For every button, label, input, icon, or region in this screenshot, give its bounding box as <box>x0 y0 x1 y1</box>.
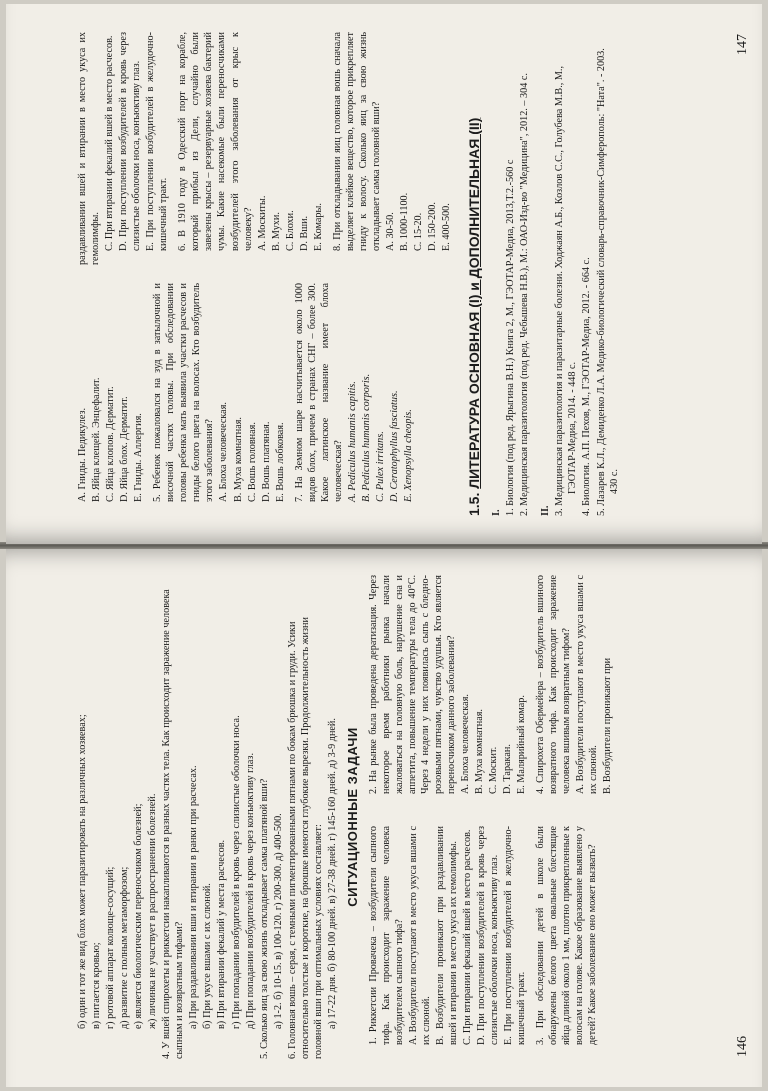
answer-option: C. 15-20. <box>413 212 425 251</box>
question-4 <box>160 575 256 1059</box>
answer-option: E. При поступлении возбудителей в желудочно-кишечный тракт. <box>502 826 528 1045</box>
section-number: 1.5. <box>466 492 483 516</box>
reference-item: 2. Медицинская паразитология (под ред. Чебышева Н.В.), М.: ОАО-Изд-во "Медицина", 2012. – 304 с. <box>519 73 531 516</box>
left-page <box>6 547 762 1087</box>
answer-list-top <box>76 575 159 1059</box>
task-text: 7. На Земном шаре насчитывается около 1000 видов блох, причем в странах СНГ – более 300. Какое латинское название имеет блоха человеческая? <box>293 283 344 502</box>
text-line: раздавливании вшей и втирании в место укуса их гемолимфы. <box>77 32 102 265</box>
two-column-tasks <box>76 32 454 516</box>
section-title-situational-tasks: СИТУАЦИОННЫЕ ЗАДАЧИ <box>344 727 360 907</box>
left-column <box>76 283 416 516</box>
question-text: 4. У вшей спирохеты и риккетсии накапливаются в разных частях тела. Как происходит заражение человека сыпным и возвратным тифами? <box>161 589 186 1059</box>
reference-item: 5. Лазарев К.Л., Демиденко Л.А. Медико-биологический словарь-справочник-Симферополь: "Ната". - 2003. 430 с. <box>595 48 620 516</box>
answer-option: в) При втирании фекалий у места расчесов. <box>216 839 228 1029</box>
answer-option: E. Xenopsylla cheopis. <box>403 409 415 502</box>
answer-option: B. Муха комнатная. <box>232 417 244 502</box>
answer-options-inline: а) 1-2. б) 10-15. в) 100-120. г) 200-300. д) 400-500. <box>272 813 284 1029</box>
answer-option: D. Таракан. <box>501 744 513 794</box>
task-text: 5. Ребенок пожаловался на зуд в затылочной и височной частях головы. При обследовании головы ребенка мать выявила участки расчесов и гниды белого цвета на волосах. Кто возбудитель этого заболевания? <box>152 283 216 502</box>
text-line: г) ротовой аппарат колюще-сосущий; <box>105 866 117 1029</box>
answer-option: D. При поступлении возбудителей в кровь через слизистые оболочки носа, конъюктиву глаз. <box>475 826 500 1045</box>
answer-option: B. Возбудители проникают при раздавливании вшей и втирании в место укуса их гемолимфы. <box>434 826 459 1045</box>
answer-option: C. При втирании фекалий вшей в место расчесов. <box>461 829 473 1045</box>
answer-option: E. Гниды. Аллергия. <box>133 413 145 502</box>
answer-option: E. Комары. <box>312 203 324 251</box>
right-page <box>6 4 762 544</box>
answer-option: B. Pediculus humanis corporis. <box>360 373 372 502</box>
answer-option: E. Малярийный комар. <box>516 695 528 794</box>
references-additional <box>539 32 620 516</box>
answer-option: B. Яйца клещей. Энцефалит. <box>91 377 103 502</box>
reference-item: 3. Медицинская паразитология и паразитарные болезни. Ходжаян А.Б., Козлов С.С., Голубева М.В., М., ГЭОТАР-Медиа, 2014. - 448 с. <box>554 65 579 516</box>
answer-option: D. Ceratophyllus fasciatus. <box>389 390 401 502</box>
right-column <box>367 575 616 808</box>
text-line: ж) личинка не участвует в распространении болезней. <box>147 793 159 1029</box>
answer-option: D. Вошь платяная. <box>260 421 272 502</box>
answer-option: C. Москит. <box>487 746 499 794</box>
text-line: в) питается кровью; <box>91 942 103 1029</box>
answer-option: A. Блоха человеческая. <box>218 402 230 502</box>
answer-option: A. Блоха человеческая. <box>459 694 471 794</box>
answer-option: C. Яйца клопов. Дерматит. <box>105 386 117 502</box>
answer-option: E. Вошь лобковая. <box>274 422 286 502</box>
task-text: 8. При откладывании яиц головная вошь сначала выделяет клейкое вещество, которое прикрепляет гниду к волосу. Сколько яиц за свою жизнь откладывает самка головной вши? <box>331 32 382 251</box>
answer-option: E. 400-500. <box>441 203 453 251</box>
references-main <box>490 32 531 516</box>
section-title-literature: ЛИТЕРАТУРА ОСНОВНАЯ (I) и ДОПОЛНИТЕЛЬНАЯ (II) <box>466 117 483 489</box>
answer-option: D. При поступлении возбудителей в кровь через слизистые оболочки носа, конъюктиву глаз. <box>118 32 143 251</box>
answer-option: а) При раздавливании вши и втирании в ранки при расчесах. <box>188 765 200 1029</box>
answer-option: A. Гниды. Педикулез. <box>77 407 88 502</box>
question-6 <box>286 575 339 1059</box>
text-line: б) один и тот же вид блох может паразитировать на различных хозяевах; <box>77 714 88 1029</box>
answer-option: B. Возбудители проникают при <box>602 657 614 794</box>
answer-option: B. 1000-1100. <box>399 192 411 251</box>
reference-item: 4. Биология. А.П. Пехов, М., ГЭОТАР-Медиа, 2012. - 664 с. <box>581 257 593 516</box>
task-text: 3. При обследовании детей в школе были обнаружены белого цвета овальные блестящие яйца длиной около 1 мм, плотно прикрепленные к волосам на голове. Какое образование выявлено у детей? Какое заболевание оно может вызвать? <box>535 826 599 1045</box>
answer-option: C. Блохи. <box>284 210 296 251</box>
answer-option: D. 150-200. <box>427 202 439 251</box>
question-text: 6. Головная вошь – серая, с темными пигментированными пятнами по бокам брюшка и груди. Усики относительно толстые и короткие, на брюшке имеются глубокие вырезки. Продолжительность жизни головной вши при оптимальных условиях составляет: <box>286 617 324 1059</box>
left-column <box>367 826 601 1059</box>
task-text: 1. Риккетсии Провачека – возбудители сыпного тифа. Как происходит заражение человека возбудителем сыпного тифа? <box>367 826 405 1045</box>
answer-option: C. Вошь головная. <box>246 422 258 502</box>
answer-option: B. Муха комнатная. <box>473 709 485 794</box>
task-text: 4. Спирохета Обермейера – возбудитель вшиного возвратного тифа. Как происходит заражение человека вшивым возвратным тифом? <box>535 575 573 794</box>
answer-option: г) При попадании возбудителей в кровь через слизистые оболочки носа. <box>230 715 242 1029</box>
answer-option: D. Вши. <box>298 215 310 251</box>
task-text: 6. В 1910 году в Одесский порт на корабле, который прибыл из Дели, случайно были завезены крысы – резервуарные хозяева бактерий чумы. Какие насекомые были переносчиками возбудителей этого заболевания от крыс к человеку? <box>177 32 254 251</box>
answer-option: A. 30-50. <box>385 212 397 251</box>
references-group-label: I. <box>491 509 503 516</box>
section-heading-literature <box>466 32 484 516</box>
text-line: д) развитие с полным метаморфозом; <box>119 866 131 1029</box>
page-number: 147 <box>735 34 751 55</box>
answer-option: A. Москиты. <box>256 195 268 251</box>
answer-option: б) При укусе вшами с их слюной. <box>202 883 214 1029</box>
references-group-label: II. <box>540 505 552 516</box>
question-5 <box>258 575 285 1059</box>
answer-options-inline: а) 17-22 дня. б) 80-100 дней. в) 27-38 дней. г) 145-160 дней. д) 3-9 дней. <box>326 718 338 1029</box>
answer-option: D. Яйца блох. Дерматит. <box>119 396 131 502</box>
right-column <box>76 32 454 265</box>
answer-option: E. При поступлении возбудителей в желудочно-кишечный тракт. <box>145 32 170 251</box>
answer-option: C. При втирании фекалий вшей в место расчесов. <box>104 35 116 251</box>
answer-option: C. Pulex irritans. <box>374 431 386 502</box>
answer-option: д) При попадании возбудителей в кровь через конъюктиву глаз. <box>244 753 256 1029</box>
question-text: 5. Сколько яиц за свою жизнь откладывает самка платяной вши? <box>258 778 270 1059</box>
answer-option: B. Мухи. <box>270 212 282 251</box>
reference-item: 1. Биология (под ред. Ярыгина В.Н.) Книга 2, М., ГЭОТАР-Медиа, 2013,Т.2.-560 с <box>505 159 517 516</box>
page-number: 146 <box>735 1036 751 1057</box>
answer-option: A. Возбудители поступают в место укуса вшами с их слюной. <box>575 575 600 794</box>
answer-option: A. Возбудители поступают в место укуса вшами с их слюной. <box>407 826 432 1045</box>
answer-option: A. Pediculus humanis capitis. <box>346 381 358 502</box>
text-line: е) является биологическим переносчиком болезней; <box>133 803 145 1029</box>
task-text: 2. На рынке была проведена дератизация. Через некоторое время работники рынка начали жаловаться на головную боль, нарушение сна и аппетита, повышение температуры тела до 40°С. Через 4 недели у них появилась сыпь с бледно-розовыми пятнами, чувство удушья. Кто является переносчиком данного заболевания? <box>367 575 457 794</box>
two-column-tasks <box>367 575 616 1059</box>
